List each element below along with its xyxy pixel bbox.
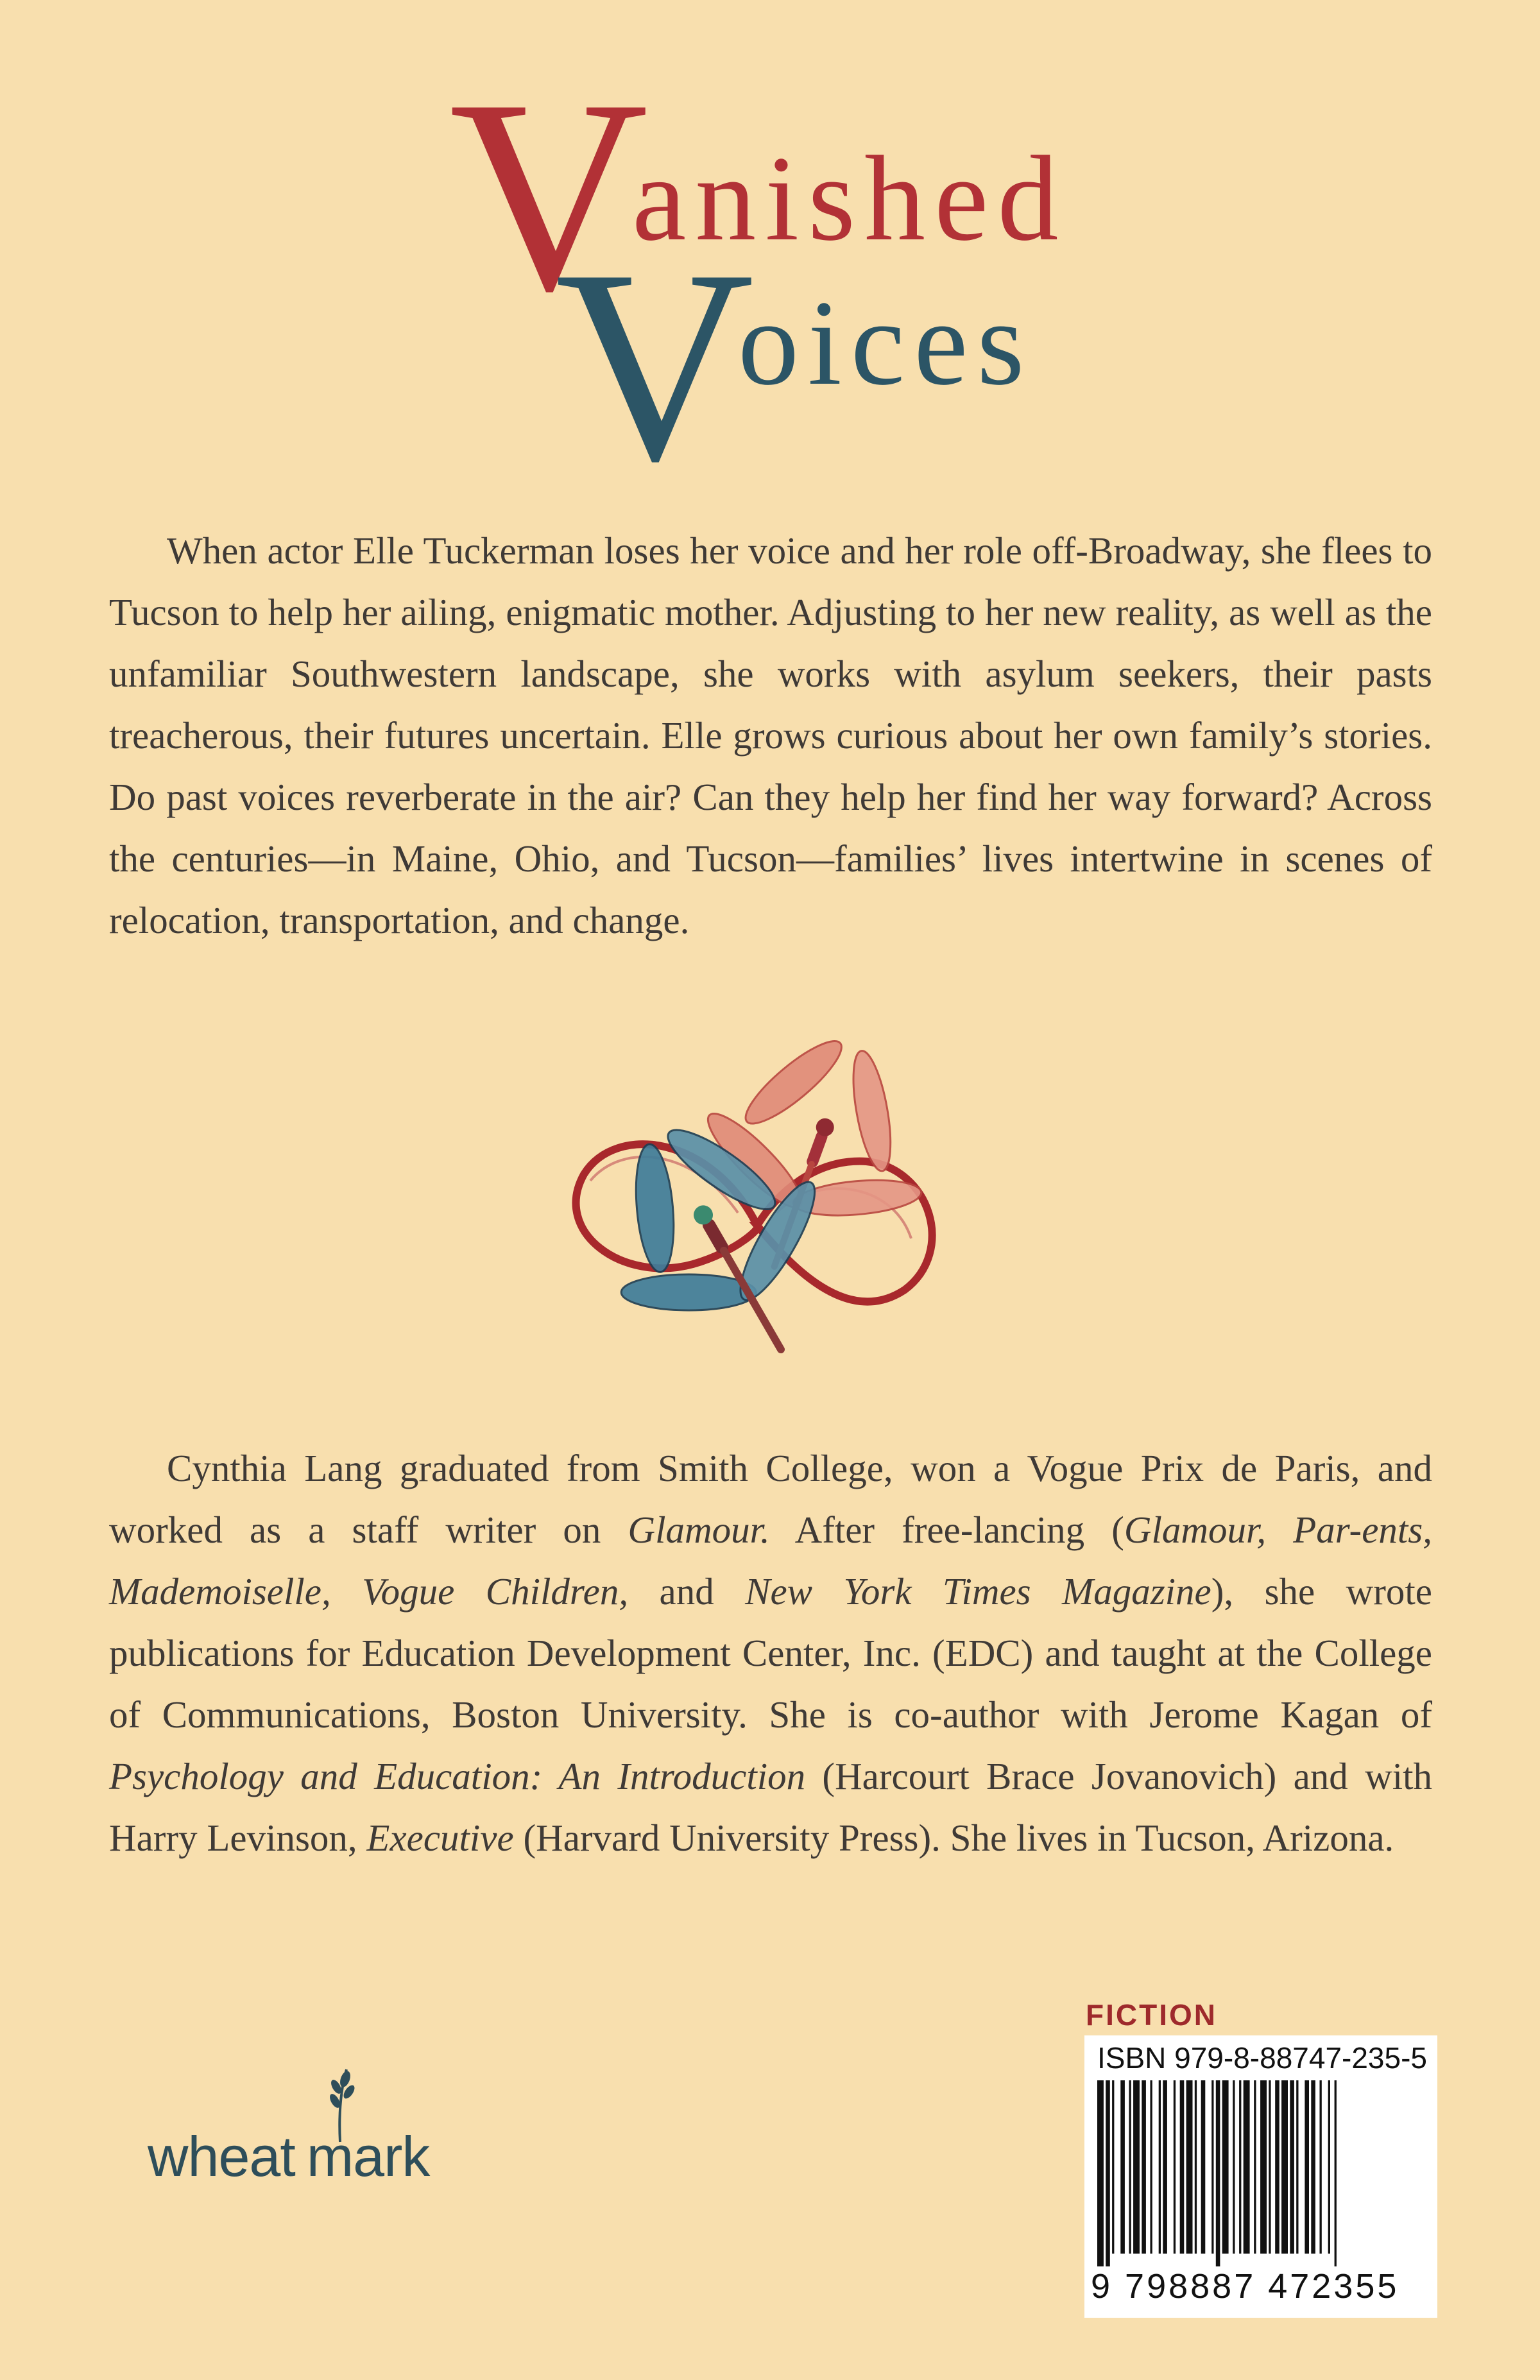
barcode-bar bbox=[1269, 2080, 1270, 2254]
barcode-bar bbox=[1201, 2080, 1206, 2254]
bio-italic-psychology-book: Psychology and Education: An Introduction bbox=[109, 1755, 806, 1797]
bio-italic-magazines: Glamour, Par-ents, Mademoiselle, Vogue Children, bbox=[109, 1509, 1432, 1613]
barcode-bar bbox=[1239, 2080, 1241, 2254]
barcode-bar bbox=[1233, 2080, 1235, 2254]
barcode-bar bbox=[1311, 2080, 1315, 2254]
title-word-oices: oices bbox=[738, 276, 1034, 411]
barcode-bar bbox=[1328, 2080, 1330, 2254]
barcode-bar bbox=[1281, 2080, 1288, 2254]
barcode-bar bbox=[1275, 2080, 1279, 2254]
book-title bbox=[0, 43, 1540, 518]
barcode-bar bbox=[1296, 2080, 1298, 2254]
isbn-barcode bbox=[1084, 2035, 1437, 2318]
publisher-name-part2: mark bbox=[306, 2125, 430, 2188]
barcode-bar bbox=[1129, 2080, 1131, 2254]
barcode-bar bbox=[1260, 2080, 1267, 2254]
barcode-bar bbox=[1133, 2080, 1140, 2254]
barcode-bar bbox=[1211, 2080, 1213, 2254]
publisher-name-part1: wheat bbox=[148, 2125, 295, 2188]
barcode-bar bbox=[1186, 2080, 1193, 2254]
genre-label: FICTION bbox=[1086, 1998, 1217, 2032]
barcode-bar bbox=[1244, 2080, 1250, 2254]
publisher-name bbox=[148, 2124, 429, 2189]
barcode-bar bbox=[1159, 2080, 1161, 2254]
barcode-bar bbox=[1142, 2080, 1146, 2254]
isbn-number: ISBN 979-8-88747-235-5 bbox=[1097, 2041, 1427, 2075]
barcode-bar bbox=[1163, 2080, 1167, 2254]
barcode-digits: 9 798887 472355 bbox=[1091, 2267, 1399, 2306]
barcode-bars bbox=[1097, 2080, 1425, 2266]
barcode-bar bbox=[1335, 2080, 1337, 2266]
barcode-bar bbox=[1222, 2080, 1229, 2254]
barcode-bar bbox=[1195, 2080, 1197, 2254]
barcode-bar bbox=[1254, 2080, 1256, 2254]
barcode-bar bbox=[1097, 2080, 1104, 2266]
barcode-bar bbox=[1112, 2080, 1114, 2254]
bio-italic-glamour: Glamour. bbox=[628, 1509, 770, 1551]
barcode-bar bbox=[1180, 2080, 1185, 2254]
bio-text-3: and bbox=[628, 1570, 746, 1613]
bio-text-1: Cynthia Lang graduated from Smith College, won a Vogue Prix de Paris, and worked as a staff writer on bbox=[109, 1447, 1432, 1551]
barcode-bar bbox=[1290, 2080, 1294, 2254]
bio-italic-nyt-magazine: New York Times Magazine bbox=[745, 1570, 1211, 1613]
title-word-anished: anished bbox=[632, 132, 1068, 266]
barcode-bar bbox=[1106, 2080, 1110, 2266]
author-bio bbox=[109, 1437, 1432, 1869]
bio-italic-executive: Executive bbox=[366, 1817, 514, 1859]
bio-text-2: After free-lancing ( bbox=[769, 1509, 1124, 1551]
barcode-bar bbox=[1216, 2080, 1220, 2266]
barcode-bar bbox=[1305, 2080, 1309, 2254]
barcode-bar bbox=[1120, 2080, 1125, 2254]
dragonflies-illustration bbox=[545, 1020, 982, 1392]
bio-text-4: ), she wrote publications for Education Development Center, Inc. (EDC) and taught at the College of Communications, Boston University. She is co-author with Jerome Kagan of bbox=[109, 1570, 1432, 1736]
barcode-bar bbox=[1174, 2080, 1176, 2254]
title-initial-v-teal: V bbox=[555, 213, 755, 518]
bio-text-5: (Harcourt Brace Jovanovich) and with Harry Levinson, bbox=[109, 1755, 1432, 1859]
barcode-bar bbox=[1151, 2080, 1152, 2254]
publisher-logo bbox=[148, 2066, 481, 2233]
title-initial-v-red: V bbox=[449, 43, 649, 348]
book-blurb bbox=[109, 520, 1432, 951]
bio-text-6: (Harvard University Press). She lives in Tucson, Arizona. bbox=[513, 1817, 1394, 1859]
barcode-bar bbox=[1320, 2080, 1322, 2254]
blurb-text: When actor Elle Tuckerman loses her voice and her role off-Broadway, she flees to Tucson to help her ailing, enigmatic mother. Adjusting to her new reality, as well as the unfamiliar Southwestern landscape, she works with asylum seekers, their pasts treacherous, their futures uncertain. Elle grows curious about her own family’s stories. Do past voices reverberate in the air? Can they help her find her way forward? Across the centuries—in Maine, Ohio, and Tucson—families’ lives intertwine in scenes of relocation, transportation, and change. bbox=[109, 529, 1432, 941]
